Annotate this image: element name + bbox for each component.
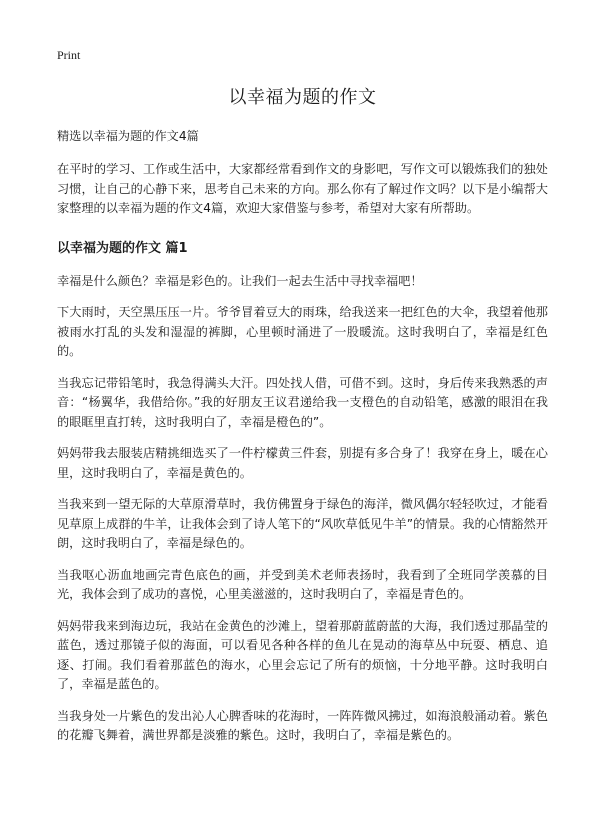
paragraph: 妈妈带我来到海边玩，我站在金黄色的沙滩上，望着那蔚蓝蔚蓝的大海，我们透过那晶莹的蓝色，透过那镜子似的海面，可以看见各种各样的鱼儿在晃动的海草丛中玩耍、栖息、追逐、打闹。我们看着那蓝色的海水，心里会忘记了所有的烦恼，十分地平静。这时我明白了，幸福是蓝色的。 bbox=[57, 618, 548, 691]
intro-paragraph: 在平时的学习、工作或生活中，大家都经常看到作文的身影吧，写作文可以锻炼我们的独处习惯，让自己的心静下来，思考自己未来的方向。那么你有了解过作文吗？以下是小编帮大家整理的以幸福为题的作文4篇，欢迎大家借鉴与参考，希望对大家有所帮助。 bbox=[57, 162, 548, 215]
print-link[interactable]: Print bbox=[57, 48, 81, 62]
paragraph: 下大雨时，天空黑压压一片。爷爷冒着豆大的雨珠，给我送来一把红色的大伞，我望着他那被雨水打乱的头发和湿湿的裤脚，心里顿时涌进了一股暖流。这时我明白了，幸福是红色的。 bbox=[57, 305, 548, 358]
page-title: 以幸福为题的作文 bbox=[228, 87, 377, 108]
paragraph: 当我忘记带铅笔时，我急得满头大汗。四处找人借，可借不到。这时，身后传来我熟悉的声音：“杨翼华，我借给你。”我的好朋友王议君递给我一支橙色的自动铅笔，感激的眼泪在我的眼眶里直打转，这时我明白了，幸福是橙色的”。 bbox=[57, 375, 548, 429]
paragraph: 当我呕心沥血地画完青色底色的画，并受到美术老师表扬时，我看到了全班同学羡慕的目光，我体会到了成功的喜悦，心里美滋滋的，这时我明白了，幸福是青色的。 bbox=[57, 567, 548, 601]
subtitle: 精选以幸福为题的作文4篇 bbox=[57, 129, 199, 143]
paragraph: 幸福是什么颜色？幸福是彩色的。让我们一起去生活中寻找幸福吧！ bbox=[57, 273, 423, 288]
section-heading: 以幸福为题的作文 篇1 bbox=[57, 240, 188, 256]
paragraph: 妈妈带我去服装店精挑细选买了一件柠檬黄三件套，别提有多合身了！我穿在身上，暖在心里，这时我明白了，幸福是黄色的。 bbox=[57, 446, 548, 480]
paragraph: 当我来到一望无际的大草原滑草时，我仿佛置身于绿色的海洋，微风偶尔轻轻吹过，才能看见草原上成群的牛羊，让我体会到了诗人笔下的“风吹草低见牛羊”的情景。我的心情豁然开朗，这时我明白了，幸福是绿色的。 bbox=[57, 497, 548, 550]
paragraph: 当我身处一片紫色的发出沁人心脾香味的花海时，一阵阵微风拂过，如海浪般涌动着。紫色的花瓣飞舞着，满世界都是淡雅的紫色。这时，我明白了，幸福是紫色的。 bbox=[57, 708, 548, 742]
